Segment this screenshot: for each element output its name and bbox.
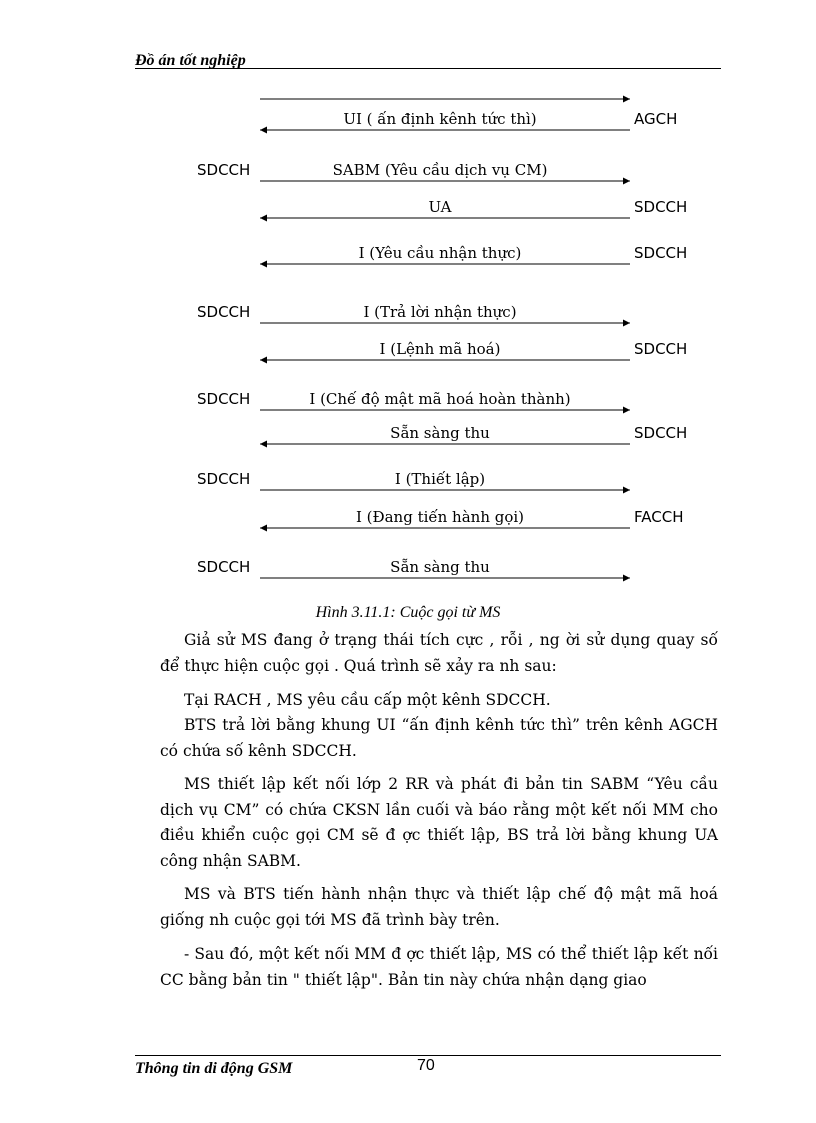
left-channel-label: SDCCH bbox=[197, 161, 251, 179]
message-label: I (Trả lời nhận thực) bbox=[363, 303, 517, 321]
paragraph-4: MS thiết lập kết nối lớp 2 RR và phát đi bản tin SABM “Yêu cầu dịch vụ CM” có chứa CKSN lần cuối và báo rằng một kết nối MM cho điều khiển cuộc gọi CM sẽ đ ợc thiết lập, BS trả lời bằng khung UA công nhận SABM. bbox=[160, 775, 718, 870]
paragraph-3: BTS trả lời bằng khung UI “ấn định kênh tức thì” trên kênh AGCH có chứa số kênh SDCCH. bbox=[160, 716, 718, 760]
message-label: I (Đang tiến hành gọi) bbox=[355, 508, 525, 526]
right-channel-label: SDCCH bbox=[634, 198, 688, 216]
page-number: 70 bbox=[417, 1057, 435, 1074]
paragraph-1: Giả sử MS đang ở trạng thái tích cực , rỗi , ng ời sử dụng quay số để thực hiện cuộc gọi . Quá trình sẽ xảy ra nh sau: bbox=[160, 631, 718, 675]
message-label: UA bbox=[428, 198, 452, 216]
page-footer bbox=[135, 1055, 721, 1077]
message-arrow-head bbox=[623, 178, 630, 185]
left-channel-label: SDCCH bbox=[197, 558, 251, 576]
left-channel-label: SDCCH bbox=[197, 390, 251, 408]
message-arrow-head bbox=[260, 127, 267, 134]
right-channel-label: SDCCH bbox=[634, 244, 688, 262]
right-channel-label: FACCH bbox=[634, 508, 684, 526]
right-channel-label: SDCCH bbox=[634, 340, 688, 358]
message-label: I (Thiết lập) bbox=[394, 470, 486, 488]
left-channel-label: SDCCH bbox=[197, 303, 251, 321]
message-arrow-head bbox=[623, 487, 630, 494]
message-label: Sẵn sàng thu bbox=[390, 424, 490, 442]
message-arrow-head bbox=[623, 96, 630, 103]
message-label: I (Chế độ mật mã hoá hoàn thành) bbox=[309, 390, 571, 408]
message-arrow-head bbox=[260, 525, 267, 532]
right-channel-label: SDCCH bbox=[634, 424, 688, 442]
figure-caption: Hình 3.11.1: Cuộc gọi từ MS bbox=[315, 604, 501, 621]
message-label: UI ( ấn định kênh tức thì) bbox=[343, 110, 537, 128]
message-label: I (Yêu cầu nhận thực) bbox=[358, 244, 522, 262]
message-label: I (Lệnh mã hoá) bbox=[379, 340, 501, 358]
paragraph-5: MS và BTS tiến hành nhận thực và thiết lập chế độ mật mã hoá giống nh cuộc gọi tới MS đã trình bày trên. bbox=[160, 885, 718, 929]
message-label: Sẵn sàng thu bbox=[390, 558, 490, 576]
message-arrow-head bbox=[260, 215, 267, 222]
message-arrow-head bbox=[260, 357, 267, 364]
message-arrow-head bbox=[260, 441, 267, 448]
paragraph-6: - Sau đó, một kết nối MM đ ợc thiết lập, MS có thể thiết lập kết nối CC bằng bản tin " thiết lập". Bản tin này chứa nhận dạng giao bbox=[160, 945, 718, 989]
message-arrow-head bbox=[623, 320, 630, 327]
left-channel-label: SDCCH bbox=[197, 470, 251, 488]
message-arrow-head bbox=[260, 261, 267, 268]
message-arrow-head bbox=[623, 407, 630, 414]
right-channel-label: AGCH bbox=[634, 110, 678, 128]
message-arrow-head bbox=[623, 575, 630, 582]
paragraph-2: Tại RACH , MS yêu cầu cấp một kênh SDCCH. bbox=[184, 691, 551, 709]
header-title: Đồ án tốt nghiệp bbox=[135, 52, 246, 69]
message-label: SABM (Yêu cầu dịch vụ CM) bbox=[332, 161, 548, 179]
footer-title: Thông tin di động GSM bbox=[135, 1060, 293, 1077]
